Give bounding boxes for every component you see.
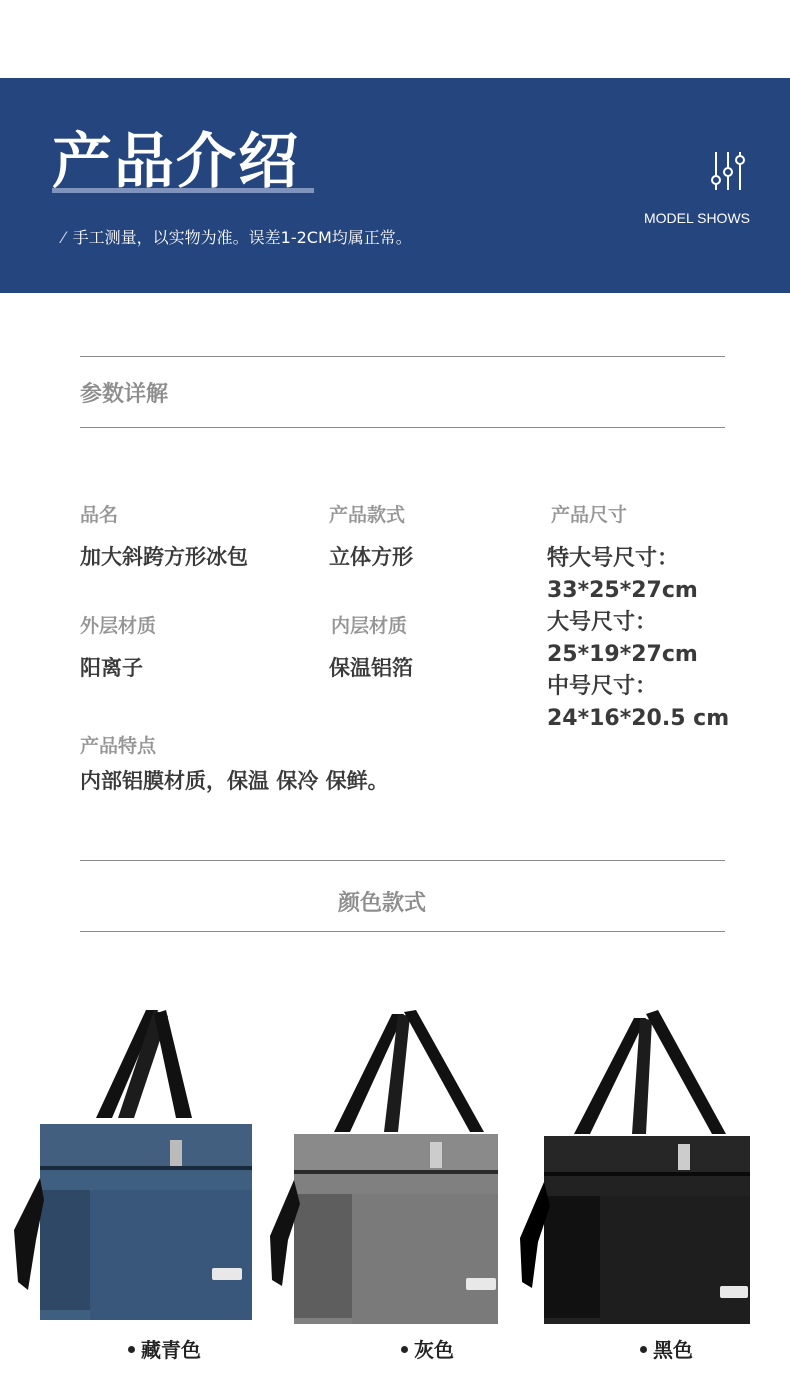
bag-image-gray	[270, 1000, 520, 1330]
mesh-pocket	[294, 1194, 352, 1318]
lid-seam	[40, 1166, 252, 1170]
subtitle-text: 手工测量，以实物为准。误差1-2CM均属正常。	[72, 228, 412, 247]
shoulder-strap	[14, 1178, 44, 1290]
outer-material-value: 阳离子	[80, 656, 143, 680]
lid-seam	[544, 1172, 750, 1176]
handle-strap	[404, 1010, 484, 1132]
banner-subtitle	[62, 228, 412, 248]
lid-seam	[294, 1170, 498, 1174]
size-line: 大号尺寸：	[547, 610, 658, 635]
name-label: 品名	[80, 504, 119, 526]
zipper	[430, 1142, 442, 1168]
size-label: 产品尺寸	[551, 504, 628, 526]
bag-image-black	[516, 1000, 766, 1330]
handle-strap	[646, 1010, 726, 1134]
front-pocket	[352, 1194, 498, 1324]
color-option-gray[interactable]	[401, 1334, 454, 1363]
size-line: 25*19*27cm	[547, 642, 698, 667]
color-name: 灰色	[414, 1338, 454, 1362]
front-pocket	[600, 1196, 750, 1324]
bullet-dot-icon	[640, 1346, 647, 1353]
bag-image-navy	[8, 1000, 258, 1330]
color-option-navy[interactable]	[128, 1334, 201, 1363]
feature-value: 内部铝膜材质，保温 保冷 保鲜。	[80, 769, 389, 793]
color-option-black[interactable]	[640, 1334, 693, 1363]
size-line: 33*25*27cm	[547, 578, 698, 603]
bag-logo	[212, 1268, 242, 1280]
style-label: 产品款式	[329, 504, 406, 526]
mesh-pocket	[40, 1190, 90, 1310]
color-name: 黑色	[653, 1338, 693, 1362]
size-line: 24*16*20.5 cm	[547, 706, 730, 731]
zipper	[170, 1140, 182, 1166]
divider	[80, 356, 725, 357]
color-name: 藏青色	[141, 1338, 201, 1362]
bag-logo	[720, 1286, 748, 1298]
header-banner	[0, 78, 790, 293]
size-list	[547, 543, 747, 735]
mesh-pocket	[544, 1196, 600, 1318]
bag-logo	[466, 1278, 496, 1290]
bag-lid	[544, 1136, 750, 1174]
zipper	[678, 1144, 690, 1170]
style-value: 立体方形	[329, 545, 413, 569]
size-line: 特大号尺寸：	[547, 546, 680, 571]
bullet-dot-icon	[128, 1346, 135, 1353]
bag-lid	[40, 1124, 252, 1168]
divider	[80, 427, 725, 428]
inner-material-value: 保温铝箔	[329, 656, 413, 680]
page-title: 产品介绍	[52, 127, 300, 197]
params-section-title: 参数详解	[80, 382, 169, 407]
front-pocket	[90, 1190, 252, 1320]
sliders-icon	[708, 150, 748, 192]
feature-label: 产品特点	[80, 735, 157, 757]
slash-mark: ⁄	[62, 228, 65, 247]
colors-section-title: 颜色款式	[338, 891, 427, 916]
bag-lid	[294, 1134, 498, 1172]
bullet-dot-icon	[401, 1346, 408, 1353]
divider	[80, 860, 725, 861]
name-value: 加大斜跨方形冰包	[80, 545, 248, 569]
model-shows-label: MODEL SHOWS	[643, 210, 750, 226]
size-line: 中号尺寸：	[547, 674, 658, 699]
divider	[80, 931, 725, 932]
outer-material-label: 外层材质	[80, 615, 157, 637]
inner-material-label: 内层材质	[331, 615, 408, 637]
handle-strap	[154, 1010, 192, 1118]
